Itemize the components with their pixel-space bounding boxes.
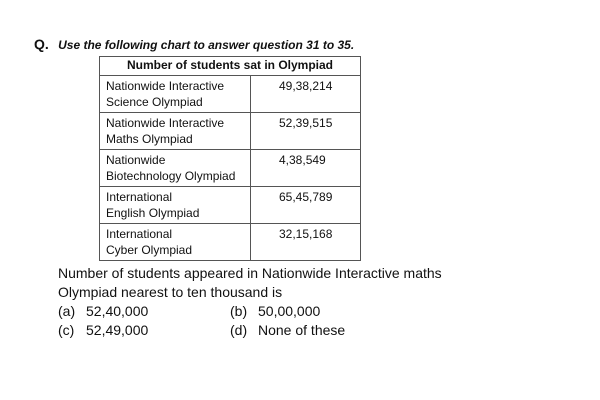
student-count: 49,38,214: [251, 76, 361, 113]
student-count: 32,15,168: [251, 224, 361, 261]
question-text: [58, 264, 478, 302]
option-d[interactable]: [230, 321, 402, 340]
olympiad-name-line2: English Olympiad: [106, 206, 200, 220]
question-line1: Number of students appeared in Nationwide Interactive maths: [58, 265, 442, 281]
olympiad-name: [100, 150, 251, 187]
question-line2: Olympiad nearest to ten thousand is: [58, 284, 283, 300]
option-a[interactable]: [58, 302, 230, 321]
olympiad-name-line1: Nationwide Interactive: [106, 79, 225, 93]
olympiad-name-line2: Maths Olympiad: [106, 132, 193, 146]
olympiad-name-line1: International: [106, 227, 173, 241]
student-count: 52,39,515: [251, 113, 361, 150]
question-prefix: Q.: [34, 36, 49, 52]
olympiad-name-line2: Cyber Olympiad: [106, 243, 193, 257]
table-row: [100, 224, 361, 261]
options-row: [58, 321, 402, 340]
olympiad-table: [99, 56, 361, 261]
table-row: [100, 150, 361, 187]
olympiad-name: [100, 113, 251, 150]
option-c[interactable]: [58, 321, 230, 340]
option-text: 52,49,000: [86, 322, 149, 338]
olympiad-name: [100, 76, 251, 113]
table-row: [100, 187, 361, 224]
table-row: [100, 76, 361, 113]
student-count: 65,45,789: [251, 187, 361, 224]
olympiad-name-line2: Science Olympiad: [106, 95, 203, 109]
table-title: Number of students sat in Olympiad: [100, 57, 361, 76]
option-text: 50,00,000: [258, 303, 321, 319]
question-header: [34, 36, 354, 52]
table-row: [100, 113, 361, 150]
olympiad-name: [100, 187, 251, 224]
option-letter: (b): [230, 303, 248, 319]
olympiad-name-line1: Nationwide Interactive: [106, 116, 225, 130]
options-row: [58, 302, 402, 321]
option-b[interactable]: [230, 302, 402, 321]
option-text: None of these: [258, 322, 346, 338]
question-instruction: Use the following chart to answer question 31 to 35.: [58, 38, 355, 52]
option-letter: (a): [58, 303, 76, 319]
answer-options: [58, 302, 402, 340]
option-letter: (d): [230, 322, 248, 338]
option-text: 52,40,000: [86, 303, 149, 319]
option-letter: (c): [58, 322, 75, 338]
table-header-row: [100, 57, 361, 76]
olympiad-name-line1: Nationwide: [106, 153, 166, 167]
olympiad-name: [100, 224, 251, 261]
student-count: 4,38,549: [251, 150, 361, 187]
olympiad-name-line1: International: [106, 190, 173, 204]
olympiad-name-line2: Biotechnology Olympiad: [106, 169, 236, 183]
